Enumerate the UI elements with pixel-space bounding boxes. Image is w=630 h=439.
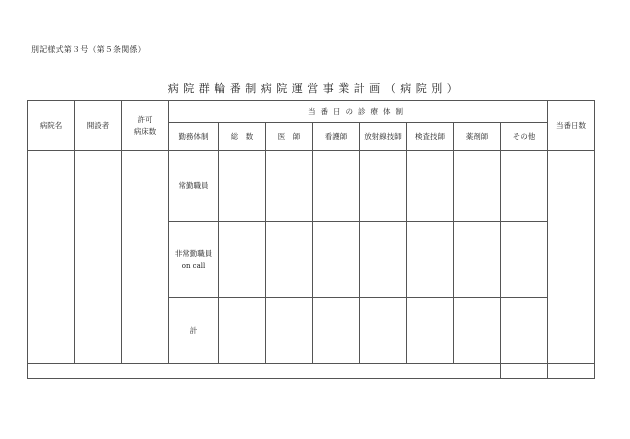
row-label-parttime-line2: on call bbox=[181, 261, 206, 270]
cell-fulltime-nurse bbox=[313, 151, 360, 222]
header-duty-system: 当番日の診療体制 bbox=[169, 101, 548, 123]
header-doctor: 医 師 bbox=[266, 123, 313, 151]
cell-subtotal-nurse bbox=[313, 298, 360, 364]
row-label-parttime bbox=[169, 222, 219, 298]
header-licensed-beds-line1: 許可 bbox=[137, 114, 153, 124]
cell-fulltime-lab bbox=[407, 151, 454, 222]
header-duty-days: 当番日数 bbox=[548, 101, 595, 151]
header-total: 総 数 bbox=[219, 123, 266, 151]
header-licensed-beds bbox=[122, 101, 169, 151]
cell-subtotal-pharmacist bbox=[454, 298, 501, 364]
header-radiology-tech: 放射線技師 bbox=[360, 123, 407, 151]
form-note: 別記様式第３号（第５条関係） bbox=[31, 45, 146, 54]
cell-parttime-lab bbox=[407, 222, 454, 298]
cell-subtotal-total bbox=[219, 298, 266, 364]
cell-subtotal-doctor bbox=[266, 298, 313, 364]
header-nurse: 看護師 bbox=[313, 123, 360, 151]
cell-fulltime-pharmacist bbox=[454, 151, 501, 222]
cell-subtotal-lab bbox=[407, 298, 454, 364]
cell-fulltime-total bbox=[219, 151, 266, 222]
cell-founder bbox=[75, 151, 122, 364]
cell-fulltime-other bbox=[501, 151, 548, 222]
header-other: その他 bbox=[501, 123, 548, 151]
cell-parttime-pharmacist bbox=[454, 222, 501, 298]
header-founder: 開設者 bbox=[75, 101, 122, 151]
row-label-subtotal: 計 bbox=[169, 298, 219, 364]
page-title: 病院群輪番制病院運営事業計画（病院別） bbox=[167, 82, 463, 95]
cell-fulltime-doctor bbox=[266, 151, 313, 222]
cell-parttime-total bbox=[219, 222, 266, 298]
cell-grand-total-days bbox=[548, 364, 595, 379]
cell-grand-total-other bbox=[501, 364, 548, 379]
cell-parttime-doctor bbox=[266, 222, 313, 298]
cell-subtotal-other bbox=[501, 298, 548, 364]
header-work-system: 勤務体制 bbox=[169, 123, 219, 151]
cell-parttime-other bbox=[501, 222, 548, 298]
cell-parttime-radiology bbox=[360, 222, 407, 298]
cell-parttime-nurse bbox=[313, 222, 360, 298]
plan-table bbox=[27, 100, 595, 379]
cell-hospital-name bbox=[28, 151, 75, 364]
cell-fulltime-radiology bbox=[360, 151, 407, 222]
row-label-parttime-line1: 非常勤職員 bbox=[174, 248, 213, 258]
cell-duty-days bbox=[548, 151, 595, 364]
cell-grand-total-label bbox=[28, 364, 501, 379]
cell-licensed-beds bbox=[122, 151, 169, 364]
cell-subtotal-radiology bbox=[360, 298, 407, 364]
header-pharmacist: 薬剤師 bbox=[454, 123, 501, 151]
header-lab-tech: 検査技師 bbox=[407, 123, 454, 151]
header-hospital-name: 病院名 bbox=[28, 101, 75, 151]
header-licensed-beds-line2: 病床数 bbox=[133, 126, 157, 136]
row-label-fulltime: 常勤職員 bbox=[169, 151, 219, 222]
